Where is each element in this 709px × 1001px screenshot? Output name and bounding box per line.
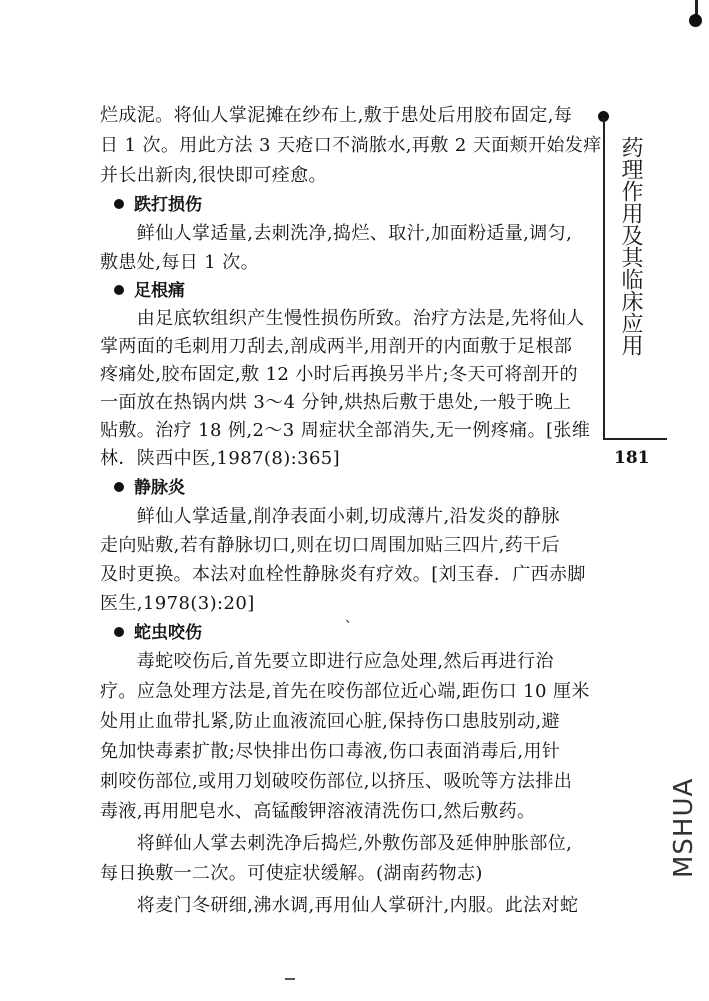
page-number: 181: [614, 448, 650, 468]
text-line: 敷患处,每日 1 次。: [100, 252, 260, 273]
text-line: 将鲜仙人掌去刺洗净后捣烂,外敷伤部及延伸肿胀部位,: [100, 833, 573, 854]
text-line: 掌两面的毛刺用刀刮去,剖成两半,用剖开的内面敷于足根部: [100, 336, 573, 357]
text-line: 走向贴敷,若有静脉切口,则在切口周围加贴三四片,药干后: [100, 535, 560, 556]
corner-dot: [689, 14, 702, 27]
text-line: 免加快毒素扩散;尽快排出伤口毒液,伤口表面消毒后,用针: [100, 741, 561, 762]
text-line: 并长出新肉,很快即可痊愈。: [100, 165, 327, 186]
text-line: 鲜仙人掌适量,削净表面小刺,切成薄片,沿发炎的静脉: [100, 506, 560, 527]
section-heading-label: 静脉炎: [134, 478, 185, 498]
section-heading: [114, 621, 202, 645]
bullet-icon: [114, 482, 124, 492]
section-heading: [114, 193, 202, 217]
text-line: 鲜仙人掌适量,去刺洗净,捣烂、取汁,加面粉适量,调匀,: [100, 223, 573, 244]
text-line: 处用止血带扎紧,防止血液流回心脏,保持伤口患肢别动,避: [100, 711, 560, 732]
text-line: 疗。应急处理方法是,首先在咬伤部位近心端,距伤口 10 厘米: [100, 681, 590, 702]
stray-mark: 、: [345, 610, 359, 626]
section-heading-label: 足根痛: [134, 281, 185, 301]
section-heading-label: 蛇虫咬伤: [134, 623, 202, 643]
chapter-title: 药理作用及其临床应用: [618, 136, 643, 356]
text-line: 毒液,再用肥皂水、高锰酸钾溶液清洗伤口,然后敷药。: [100, 801, 536, 822]
text-line: 由足底软组织产生慢性损伤所致。治疗方法是,先将仙人: [100, 308, 585, 329]
text-line: 烂成泥。将仙人掌泥摊在纱布上,敷于患处后用胶布固定,每: [100, 105, 573, 126]
text-line: 疼痛处,胶布固定,敷 12 小时后再换另半片;冬天可将剖开的: [100, 364, 578, 385]
watermark-text: MSHUA: [669, 777, 699, 878]
text-line: 一面放在热锅内烘 3～4 分钟,烘热后敷于患处,一般于晚上: [100, 392, 572, 413]
bullet-icon: [114, 199, 124, 209]
text-line: 医生,1978(3):20]: [100, 593, 255, 614]
side-tab-rule: [603, 118, 605, 440]
text-line: 及时更换。本法对血栓性静脉炎有疗效。[刘玉春．广西赤脚: [100, 564, 586, 585]
footer-dash: [285, 978, 295, 980]
text-line: 贴敷。治疗 18 例,2～3 周症状全部消失,无一例疼痛。[张维: [100, 420, 591, 441]
text-line: 林．陕西中医,1987(8):365]: [100, 448, 341, 469]
text-line: 毒蛇咬伤后,首先要立即进行应急处理,然后再进行治: [100, 651, 554, 672]
section-heading-label: 跌打损伤: [134, 195, 202, 215]
text-line: 将麦门冬研细,沸水调,再用仙人掌研汁,内服。此法对蛇: [100, 895, 579, 916]
section-heading: [114, 476, 185, 500]
bullet-icon: [114, 285, 124, 295]
text-line: 刺咬伤部位,或用刀划破咬伤部位,以挤压、吸吮等方法排出: [100, 771, 573, 792]
text-line: 日 1 次。用此方法 3 天疮口不淌脓水,再敷 2 天面颊开始发痒: [100, 135, 602, 156]
section-heading: [114, 279, 185, 303]
bullet-icon: [114, 627, 124, 637]
side-tab-underline: [603, 438, 667, 440]
text-line: 每日换敷一二次。可使症状缓解。(湖南药物志): [100, 863, 483, 884]
